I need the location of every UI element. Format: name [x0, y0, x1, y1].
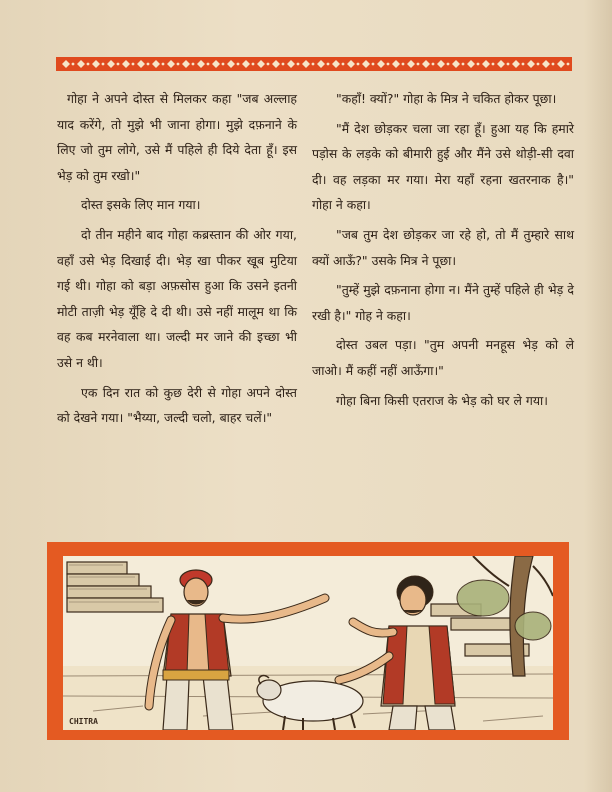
border-dot [342, 63, 345, 66]
artist-signature: CHITRA [69, 717, 98, 726]
border-dot [147, 63, 150, 66]
border-dot [222, 63, 225, 66]
border-dot [162, 63, 165, 66]
border-dot [417, 63, 420, 66]
border-dot [507, 63, 510, 66]
right-column [312, 86, 574, 417]
border-dot [492, 63, 495, 66]
right-paragraph: "तुम्हें मुझे दफ़नाना होगा न। मैंने तुम्हें पहिले ही भेड़ दे रखी है।" गोह ने कहा। [312, 282, 574, 323]
border-dot [387, 63, 390, 66]
border-dot [327, 63, 330, 66]
illustration [63, 556, 553, 730]
page-spine-shadow [584, 0, 612, 792]
border-dot [567, 63, 570, 66]
border-dot [297, 63, 300, 66]
border-dot [477, 63, 480, 66]
stone-steps-left [67, 562, 163, 612]
illustration-frame [47, 542, 569, 740]
border-dot [312, 63, 315, 66]
border-dot [207, 63, 210, 66]
border-dot [252, 63, 255, 66]
border-dot [522, 63, 525, 66]
border-dot [117, 63, 120, 66]
left-column [57, 86, 297, 435]
right-paragraph: "मैं देश छोड़कर चला जा रहा हूँ। हुआ यह कि हमारे पड़ोस के लड़के को बीमारी हुई और मैंने उसे थोड़ी-सी दवा दी। वह लड़का मर गया। मेरा यहाँ रहना खतरनाक है।" गोहा ने कहा। [312, 120, 574, 213]
right-paragraph: "कहाँ! क्यों?" गोहा के मित्र ने चकित होकर पूछा। [336, 91, 557, 106]
border-dot [552, 63, 555, 66]
border-dot [267, 63, 270, 66]
border-dot [132, 63, 135, 66]
border-dot [372, 63, 375, 66]
left-paragraph: दो तीन महीने बाद गोहा कब्रस्तान की ओर गया, वहाँ उसे भेड़ दिखाई दी। भेड़ खा पीकर खूब मुटिया गई थी। गोहा को बड़ा अफ़सोस हुआ कि उसने इतनी मोटी ताज़ी भेड़ यूँहि दे दी थी। उसे नहीं मालूम था कि वह कब मरनेवाला था। जल्दी मर जाने की इच्छा भी उसे न थी। [57, 226, 297, 370]
border-dot [87, 63, 90, 66]
border-dot [537, 63, 540, 66]
decorative-border [56, 57, 572, 71]
illustration-drawing [63, 556, 553, 730]
right-paragraph: "जब तुम देश छोड़कर जा रहे हो, तो मैं तुम्हारे साथ क्यों आऊँ?" उसके मित्र ने पूछा। [312, 226, 574, 268]
border-dot [102, 63, 105, 66]
border-dot [282, 63, 285, 66]
right-paragraph: दोस्त उबल पड़ा। "तुम अपनी मनहूस भेड़ को ले जाओ। मैं कहीं नहीं आऊँगा।" [312, 337, 574, 378]
border-dot [462, 63, 465, 66]
border-dot [72, 63, 75, 66]
left-paragraph: दोस्त इसके लिए मान गया। [81, 197, 201, 213]
left-paragraph: एक दिन रात को कुछ देरी से गोहा अपने दोस्त को देखने गया। "भैय्या, जल्दी चलो, बाहर चलें।" [57, 384, 297, 426]
border-dot [177, 63, 180, 66]
border-dot [357, 63, 360, 66]
left-paragraph: गोहा ने अपने दोस्त से मिलकर कहा "जब अल्लाह याद करेंगे, तो मुझे भी जाना होगा। मुझे दफ़नाने के लिए जो तुम लोगे, उसे मैं पहिले ही दिये देता हूँ। इस भेड़ को तुम रखो।" [57, 91, 297, 183]
border-motif [56, 57, 572, 71]
right-paragraph: गोहा बिना किसी एतराज के भेड़ को घर ले गया। [336, 392, 548, 408]
border-dot [432, 63, 435, 66]
border-dot [402, 63, 405, 66]
border-dot [192, 63, 195, 66]
border-dot [237, 63, 240, 66]
border-dot [447, 63, 450, 66]
